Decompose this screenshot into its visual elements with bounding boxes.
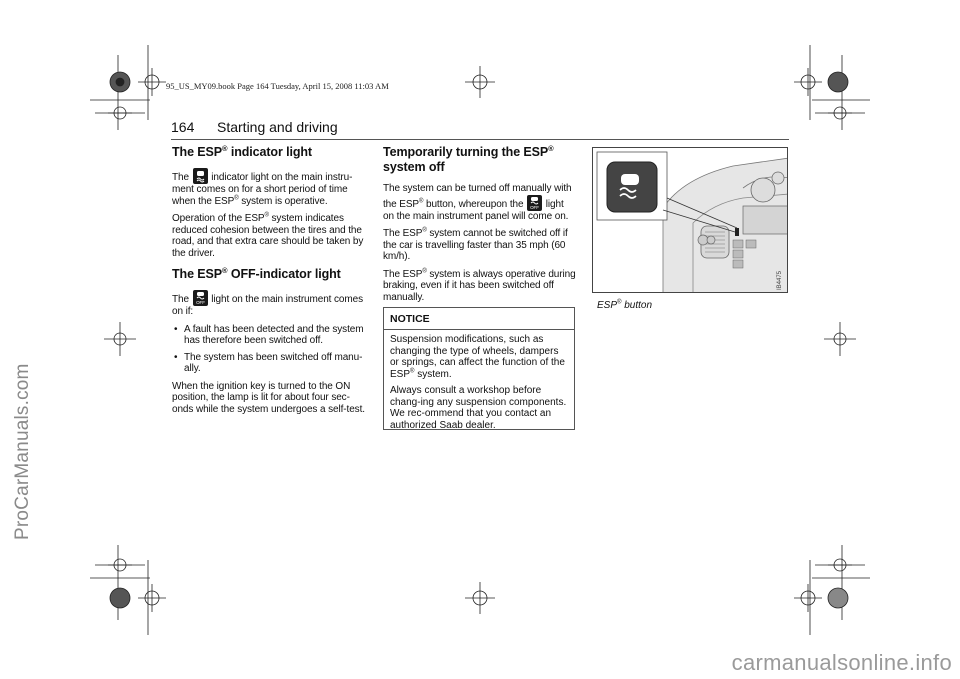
notice-title: NOTICE (384, 308, 574, 330)
paragraph: The system can be turned off manually with the ESP® button, whereupon the OFF light on the main instrument panel will come on. (383, 183, 572, 222)
watermark-side: ProCarManuals.com (12, 363, 33, 540)
heading-turn-off-esp: Temporarily turning the ESP® system off (383, 143, 554, 174)
fault-list (172, 324, 368, 375)
column-middle (383, 145, 577, 309)
list-item: • A fault has been detected and the system has therefore been switched off. (184, 324, 368, 347)
notice-body (384, 330, 574, 431)
paragraph: The OFF light on the main instrument comes on if: (172, 290, 368, 318)
paragraph: Always consult a workshop before chang-ing any suspension components. We rec-ommend that you contact an authorized Saab dealer. (390, 385, 567, 431)
figure-caption: ESP® button (597, 299, 653, 311)
svg-text:OFF: OFF (195, 300, 205, 305)
esp-off-icon (527, 195, 542, 211)
heading-esp-off-indicator: The ESP® OFF-indicator light (172, 265, 341, 281)
paragraph: Operation of the ESP® system indicates reduced cohesion between the tires and the road, and that extra care should be taken by the driver. (172, 212, 364, 259)
notice-box (383, 307, 575, 430)
figure-code: IB4475 (777, 270, 783, 290)
paragraph: Suspension modifications, such as changing the type of wheels, dampers or springs, can affect the function of the ESP® system. (390, 334, 565, 380)
dashboard-illustration (593, 148, 788, 293)
watermark-bottom: carmanualsonline.info (731, 650, 952, 675)
svg-text:OFF: OFF (530, 204, 539, 210)
page-number: 164 (171, 119, 195, 135)
esp-indicator-icon (193, 168, 208, 184)
paragraph: The ESP® system cannot be switched off if the car is travelling faster than 35 mph (60 km/h). (383, 227, 568, 262)
page-header (171, 119, 789, 140)
paragraph: The ESP® system is always operative during braking, even if it has been switched off manually. (383, 268, 576, 303)
paragraph: The indicator light on the main instru-ment comes on for a short period of time when the ESP® system is operative. (172, 168, 368, 207)
heading-esp-indicator: The ESP® indicator light (172, 143, 312, 159)
list-item: • The system has been switched off manu-ally. (184, 352, 368, 375)
esp-button-figure (592, 147, 788, 293)
section-title: Starting and driving (217, 119, 338, 135)
print-header: 95_US_MY09.book Page 164 Tuesday, April 15, 2008 11:03 AM (166, 81, 389, 91)
esp-off-icon (193, 290, 208, 306)
column-left (172, 145, 368, 421)
paragraph: When the ignition key is turned to the ON position, the lamp is lit for about four sec-onds while the system undergoes a self-test. (172, 380, 365, 415)
